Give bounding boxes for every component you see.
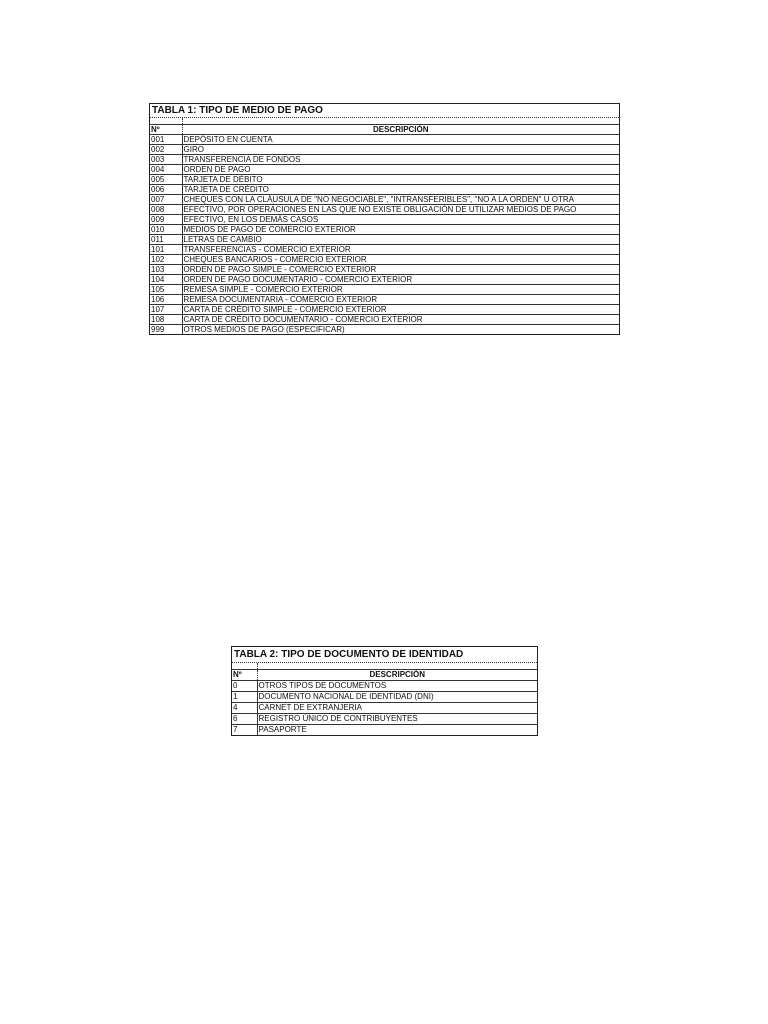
row-description: ORDEN DE PAGO — [182, 165, 619, 175]
table-row — [150, 175, 619, 185]
column-header-number: Nº — [150, 125, 182, 135]
column-header-number: Nº — [232, 670, 257, 681]
row-number: 011 — [150, 235, 182, 245]
row-number: 7 — [232, 725, 257, 736]
row-description: CARNET DE EXTRANJERIA — [257, 703, 537, 714]
table1-body — [150, 118, 619, 334]
row-number: 108 — [150, 315, 182, 325]
table-row — [150, 155, 619, 165]
row-description: EFECTIVO, POR OPERACIONES EN LAS QUE NO EXISTE OBLIGACIÓN DE UTILIZAR MEDIOS DE PAGO — [182, 205, 619, 215]
payment-method-table — [149, 103, 620, 335]
row-number: 104 — [150, 275, 182, 285]
payment-method-grid — [150, 118, 619, 334]
row-description: PASAPORTE — [257, 725, 537, 736]
table-row — [150, 225, 619, 235]
row-description: DOCUMENTO NACIONAL DE IDENTIDAD (DNI) — [257, 692, 537, 703]
row-description: DEPÓSITO EN CUENTA — [182, 135, 619, 145]
row-description: TRANSFERENCIAS - COMERCIO EXTERIOR — [182, 245, 619, 255]
table-row — [150, 215, 619, 225]
table-row — [232, 692, 537, 703]
table-row — [150, 195, 619, 205]
row-number: 006 — [150, 185, 182, 195]
table-row — [150, 245, 619, 255]
table-row — [150, 325, 619, 335]
row-number: 003 — [150, 155, 182, 165]
column-header-description: DESCRIPCIÓN — [257, 670, 537, 681]
table-row — [150, 205, 619, 215]
row-description: ORDEN DE PAGO SIMPLE - COMERCIO EXTERIOR — [182, 265, 619, 275]
row-description: TARJETA DE CRÉDITO — [182, 185, 619, 195]
row-description: LETRAS DE CAMBIO — [182, 235, 619, 245]
header-row — [150, 125, 619, 135]
row-description: CARTA DE CRÉDITO SIMPLE - COMERCIO EXTERIOR — [182, 305, 619, 315]
table-row — [150, 235, 619, 245]
row-description: EFECTIVO, EN LOS DEMÁS CASOS — [182, 215, 619, 225]
row-number: 009 — [150, 215, 182, 225]
row-number: 1 — [232, 692, 257, 703]
row-description: REMESA SIMPLE - COMERCIO EXTERIOR — [182, 285, 619, 295]
identity-document-table — [231, 646, 538, 736]
table-row — [150, 285, 619, 295]
table-row — [232, 681, 537, 692]
table-row — [150, 265, 619, 275]
table-title: TABLA 2: TIPO DE DOCUMENTO DE IDENTIDAD — [232, 647, 537, 663]
table-row — [150, 275, 619, 285]
row-description: REMESA DOCUMENTARIA - COMERCIO EXTERIOR — [182, 295, 619, 305]
row-number: 004 — [150, 165, 182, 175]
row-description: GIRO — [182, 145, 619, 155]
column-header-description: DESCRIPCIÓN — [182, 125, 619, 135]
row-number: 999 — [150, 325, 182, 335]
table-row — [232, 725, 537, 736]
row-number: 010 — [150, 225, 182, 235]
row-number: 0 — [232, 681, 257, 692]
row-description: TARJETA DE DÉBITO — [182, 175, 619, 185]
row-description: CARTA DE CRÉDITO DOCUMENTARIO - COMERCIO EXTERIOR — [182, 315, 619, 325]
row-number: 102 — [150, 255, 182, 265]
row-description: MEDIOS DE PAGO DE COMERCIO EXTERIOR — [182, 225, 619, 235]
table-row — [150, 255, 619, 265]
row-number: 107 — [150, 305, 182, 315]
row-description: ORDEN DE PAGO DOCUMENTARIO - COMERCIO EXTERIOR — [182, 275, 619, 285]
header-row — [232, 670, 537, 681]
table-title: TABLA 1: TIPO DE MEDIO DE PAGO — [150, 104, 619, 118]
row-description: CHEQUES CON LA CLÁUSULA DE "NO NEGOCIABLE", "INTRANSFERIBLES", "NO A LA ORDEN" U OTRA — [182, 195, 619, 205]
identity-document-grid — [232, 663, 537, 735]
row-number: 101 — [150, 245, 182, 255]
table-row — [150, 185, 619, 195]
table-row — [150, 305, 619, 315]
row-number: 105 — [150, 285, 182, 295]
row-description: OTROS MEDIOS DE PAGO (ESPECIFICAR) — [182, 325, 619, 335]
row-description: TRANSFERENCIA DE FONDOS — [182, 155, 619, 165]
row-number: 6 — [232, 714, 257, 725]
row-number: 106 — [150, 295, 182, 305]
row-description: CHEQUES BANCARIOS - COMERCIO EXTERIOR — [182, 255, 619, 265]
row-number: 005 — [150, 175, 182, 185]
row-number: 103 — [150, 265, 182, 275]
table-row — [232, 714, 537, 725]
table-row — [150, 145, 619, 155]
table-row — [150, 135, 619, 145]
row-number: 001 — [150, 135, 182, 145]
row-number: 002 — [150, 145, 182, 155]
table-row — [150, 315, 619, 325]
table-row — [150, 295, 619, 305]
row-description: REGISTRO ÚNICO DE CONTRIBUYENTES — [257, 714, 537, 725]
row-number: 007 — [150, 195, 182, 205]
row-number: 4 — [232, 703, 257, 714]
table-row — [232, 703, 537, 714]
row-description: OTROS TIPOS DE DOCUMENTOS — [257, 681, 537, 692]
table-row — [150, 165, 619, 175]
row-number: 008 — [150, 205, 182, 215]
table2-body — [232, 663, 537, 735]
